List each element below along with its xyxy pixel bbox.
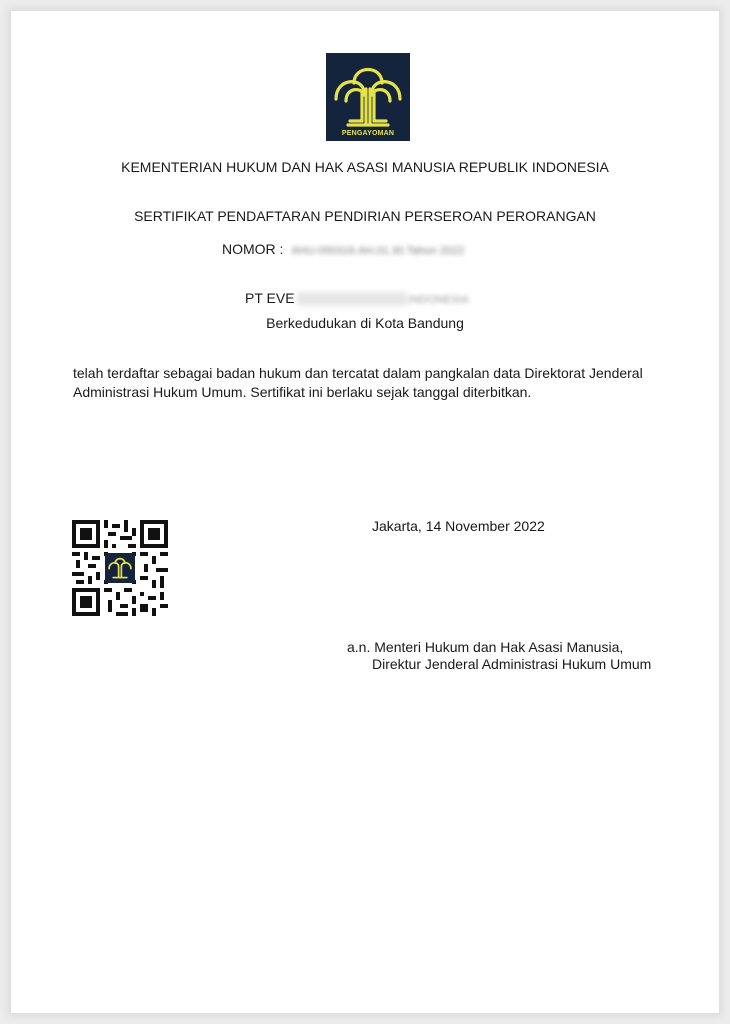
certificate-number xyxy=(222,241,464,257)
company-name-redacted: INDONESIA xyxy=(408,294,470,306)
number-value-redacted: AHU-050316.AH.01.30.Tahun 2022 xyxy=(291,245,465,257)
number-label: NOMOR : xyxy=(222,241,284,257)
logo-caption: PENGAYOMAN xyxy=(341,130,395,137)
pengayoman-tree-icon xyxy=(105,553,135,583)
qr-center-logo xyxy=(105,553,135,583)
place-and-date: Jakarta, 14 November 2022 xyxy=(372,518,545,534)
pengayoman-tree-icon xyxy=(326,53,410,141)
on-behalf-prefix: a.n. xyxy=(347,639,371,655)
redaction-box xyxy=(297,292,407,306)
signatory-title: Direktur Jenderal Administrasi Hukum Umum xyxy=(372,656,652,672)
company-domicile: Berkedudukan di Kota Bandung xyxy=(266,315,464,331)
company-name-visible: PT EVE xyxy=(245,290,295,306)
company-name xyxy=(245,290,469,306)
on-behalf-of: Menteri Hukum dan Hak Asasi Manusia, xyxy=(374,639,624,655)
on-behalf-line xyxy=(347,639,623,655)
certificate-page xyxy=(11,11,719,1013)
qr-code xyxy=(72,520,168,616)
ministry-name: KEMENTERIAN HUKUM DAN HAK ASASI MANUSIA REPUBLIK INDONESIA xyxy=(121,159,609,175)
registration-statement: telah terdaftar sebagai badan hukum dan tercatat dalam pangkalan data Direktorat Jenderal Administrasi Hukum Umum. Sertifikat ini berlaku sejak tanggal diterbitkan. xyxy=(73,365,643,400)
certificate-title: SERTIFIKAT PENDAFTARAN PENDIRIAN PERSEROAN PERORANGAN xyxy=(134,208,596,224)
pengayoman-logo xyxy=(326,53,410,141)
